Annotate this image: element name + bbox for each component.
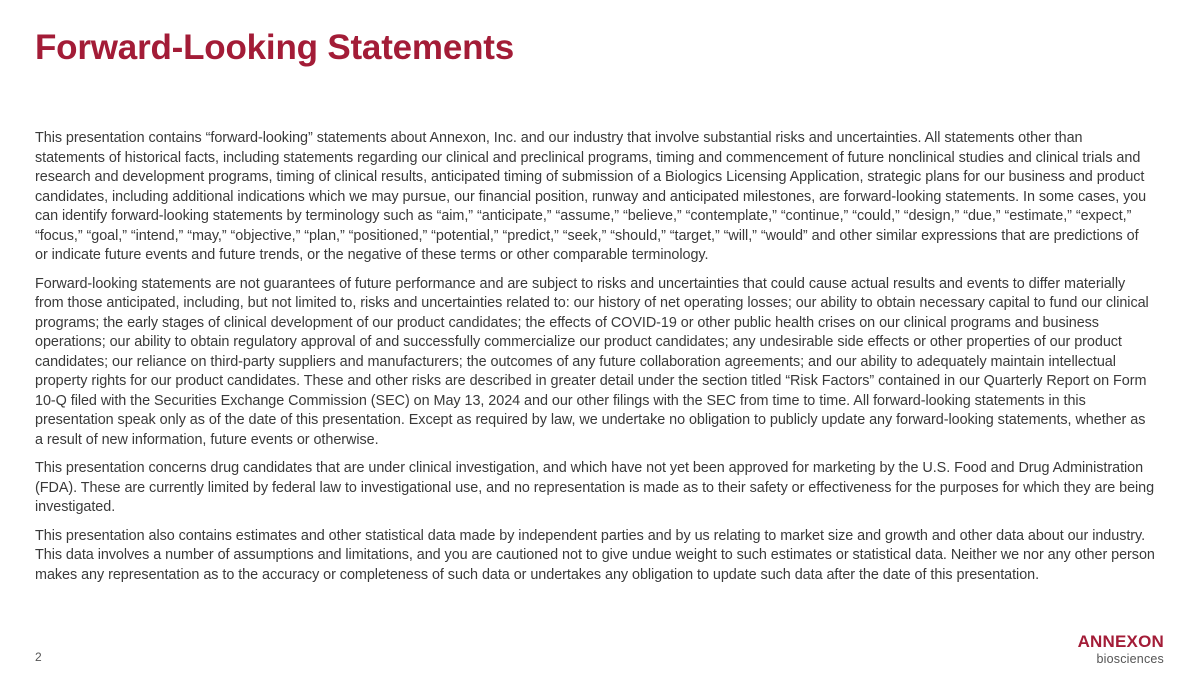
paragraph-risks: Forward-looking statements are not guarantees of future performance and are subject to risks and uncertainties that could cause actual results and events to differ materially from those anticipated, including, but not limited to, risks and uncertainties related to: our history of net operating losses; our ability to obtain necessary capital to fund our clinical programs; the early stages of clinical development of our product candidates; the effects of COVID-19 or other public health crises on our clinical programs and business operations; our ability to obtain regulatory approval of and successfully commercialize our product candidates; any undesirable side effects or other properties of our product candidates; our reliance on third-party suppliers and manufacturers; the outcomes of any future collaboration agreements; and our ability to adequately maintain intellectual property rights for our product candidates. These and other risks are described in greater detail under the section titled “Risk Factors” contained in our Quarterly Report on Form 10-Q filed with the Securities Exchange Commission (SEC) on May 13, 2024 and our other filings with the SEC from time to time. All forward-looking statements in this presentation speak only as of the date of this presentation. Except as required by law, we undertake no obligation to publicly update any forward-looking statements, whether as a result of new information, future events or otherwise. bbox=[35, 275, 1149, 448]
paragraph-forward-looking: This presentation contains “forward-looking” statements about Annexon, Inc. and our industry that involve substantial risks and uncertainties. All statements other than statements of historical facts, including statements regarding our clinical and preclinical programs, timing and commencement of future nonclinical studies and clinical trials and research and development programs, timing of clinical results, anticipated timing of submission of a Biologics Licensing Application, strategic plans for our business and product candidates, including additional indications which we may pursue, our financial position, runway and anticipated milestones, are forward-looking statements. In some cases, you can identify forward-looking statements by terminology such as “aim,” “anticipate,” “assume,” “believe,” “contemplate,” “continue,” “could,” “design,” “due,” “estimate,” “expect,” “focus,” “goal,” “intend,” “may,” “objective,” “plan,” “positioned,” “potential,” “predict,” “seek,” “should,” “target,” “will,” “would” and other similar expressions that are predictions of or indicate future events and future trends, or the negative of these terms or other comparable terminology. bbox=[35, 130, 1147, 263]
paragraph-statistical-data: This presentation also contains estimates and other statistical data made by independent parties and by us relating to market size and growth and other data about our industry. This data involves a number of assumptions and limitations, and you are cautioned not to give undue weight to such estimates or statistical data. Neither we nor any other person makes any representation as to the accuracy or completeness of such data or undertakes any obligation to update such data after the date of this presentation. bbox=[35, 527, 1155, 583]
company-logo bbox=[1078, 633, 1164, 666]
page-number: 2 bbox=[35, 650, 42, 664]
logo-wordmark: ANNEXON bbox=[1077, 632, 1164, 651]
disclaimer-body bbox=[35, 129, 1155, 594]
paragraph-clinical-investigation: This presentation concerns drug candidates that are under clinical investigation, and which have not yet been approved for marketing by the U.S. Food and Drug Administration (FDA). These are currently limited by federal law to investigational use, and no representation is made as to their safety or effectiveness for the purposes for which they are being investigated. bbox=[35, 460, 1155, 515]
page-title: Forward-Looking Statements bbox=[35, 28, 515, 67]
logo-subtitle: biosciences bbox=[1096, 652, 1164, 666]
